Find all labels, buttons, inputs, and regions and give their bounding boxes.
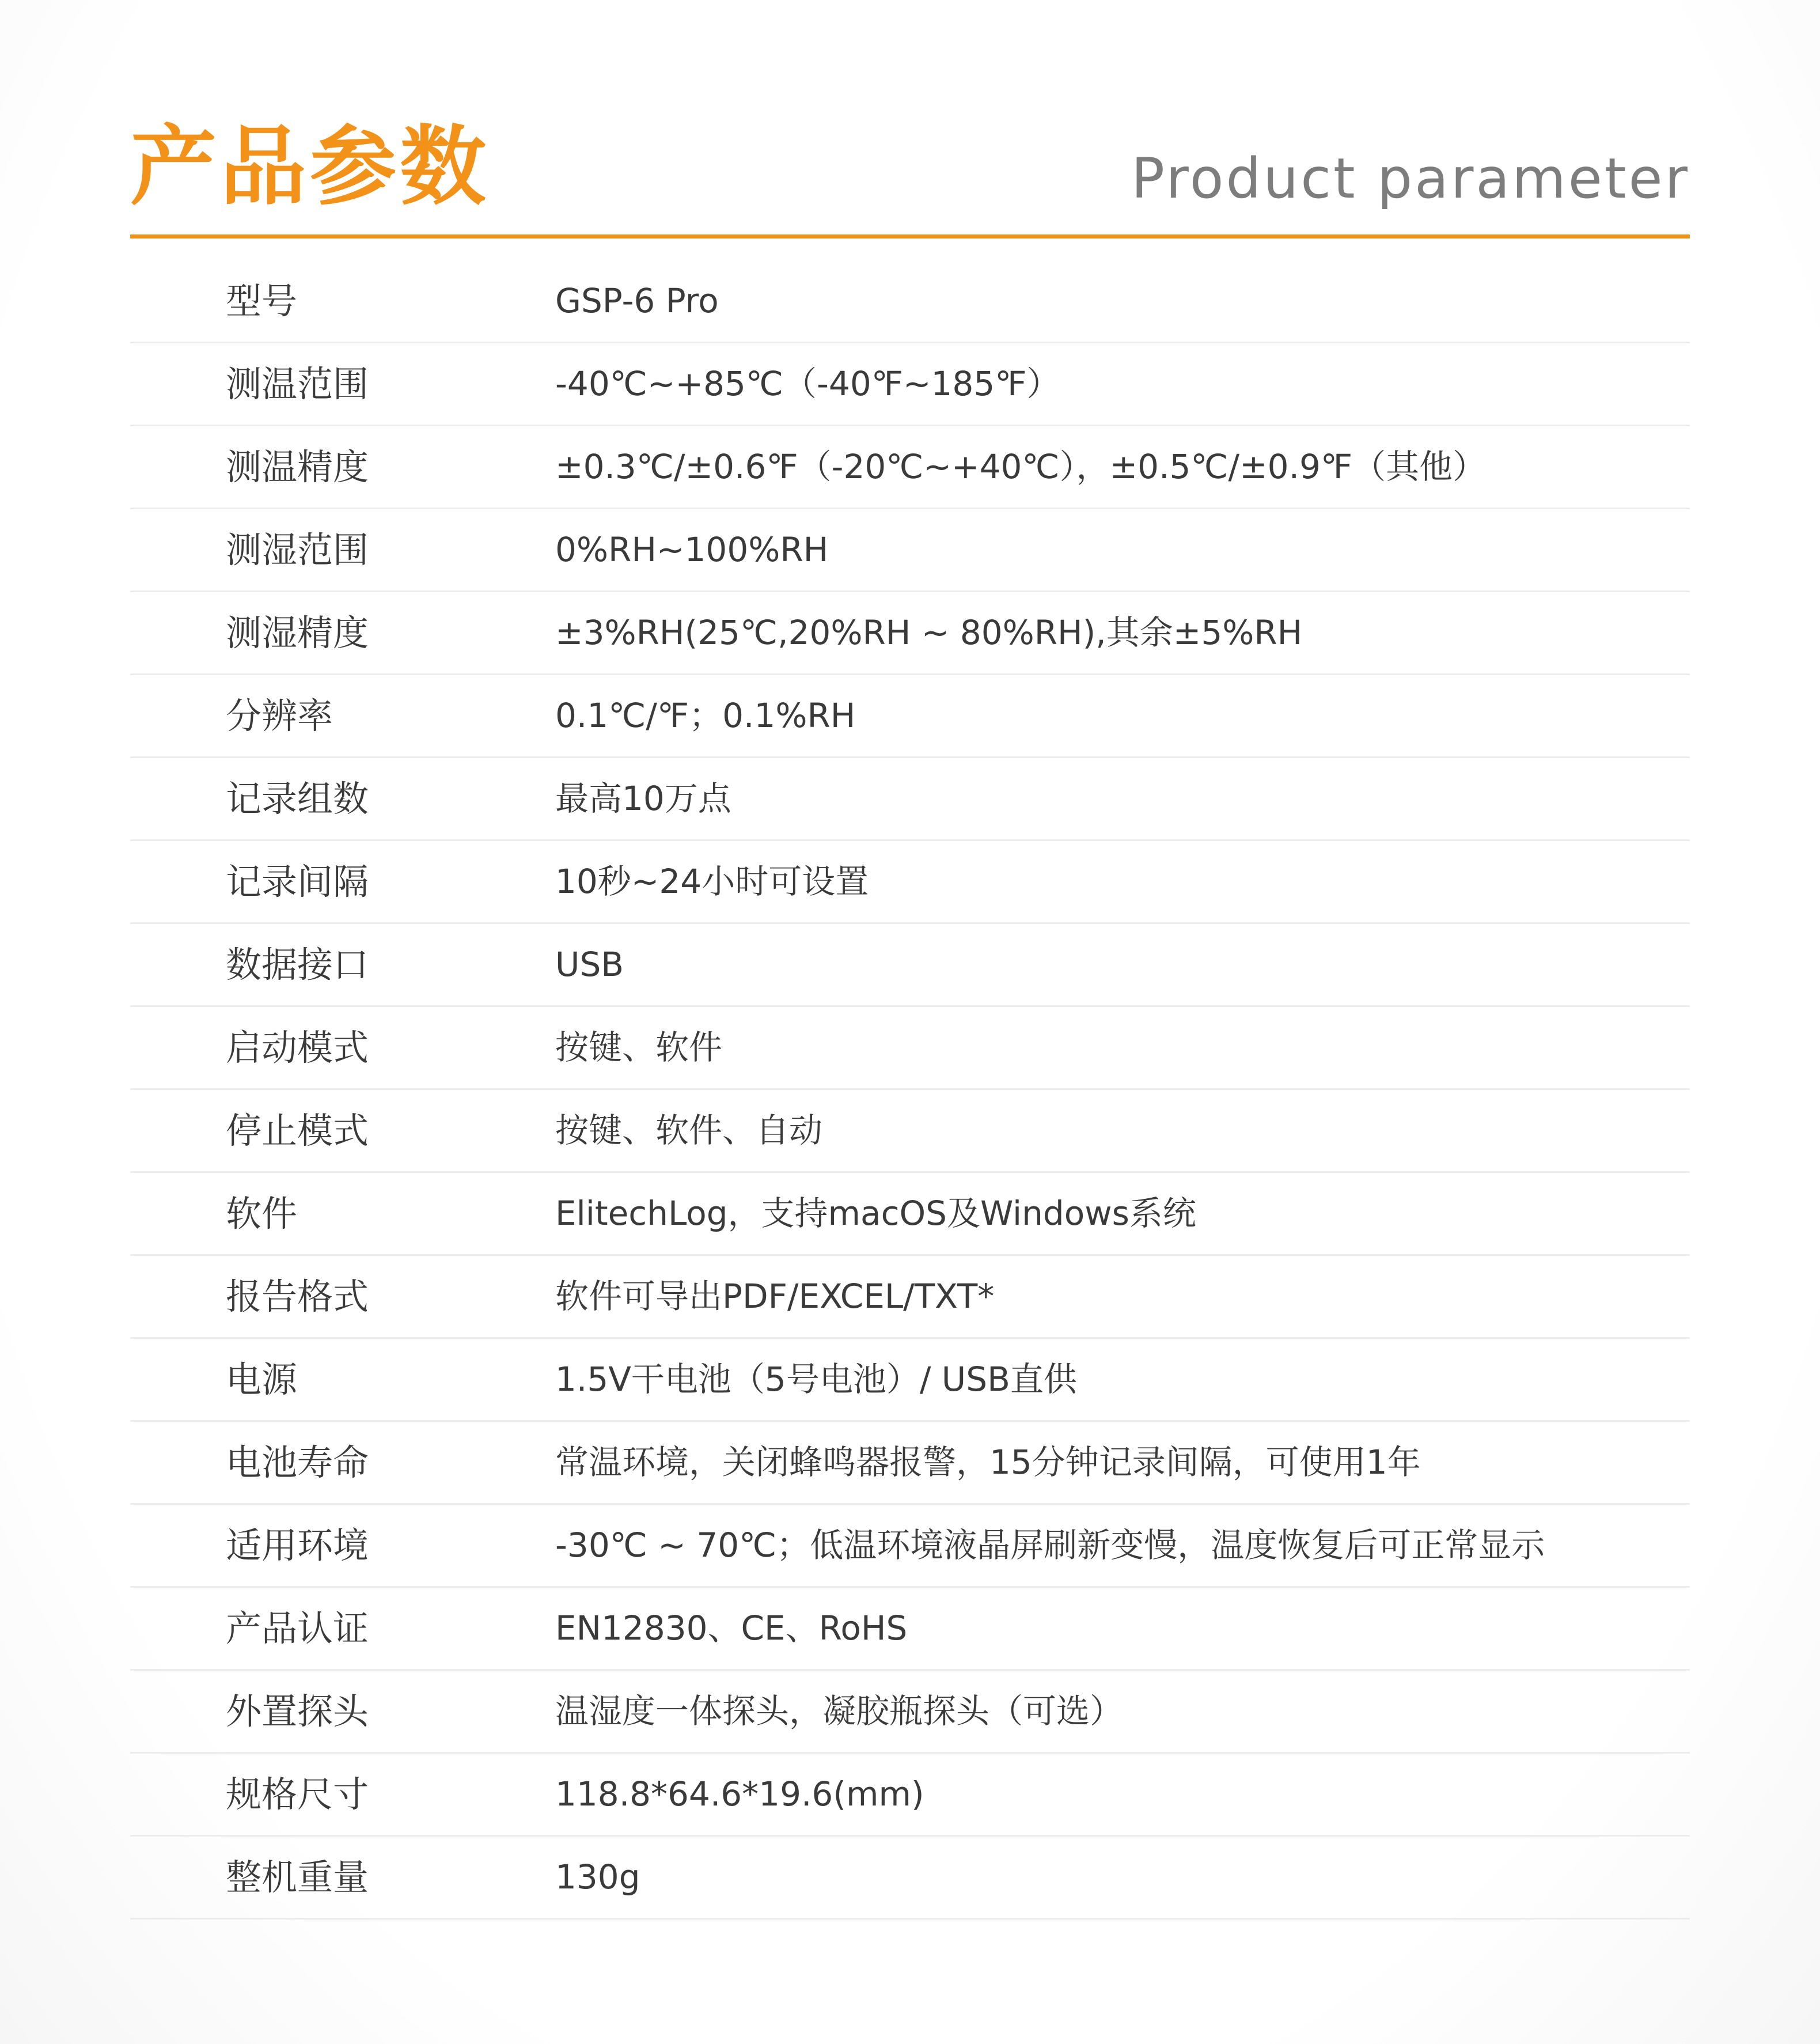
param-value: 温湿度一体探头，凝胶瓶探头（可选） [555, 1691, 1124, 1731]
table-row [130, 1754, 1690, 1837]
param-value: EN12830、CE、RoHS [555, 1608, 908, 1648]
table-row [130, 1173, 1690, 1256]
param-value: ±3%RH(25℃,20%RH ~ 80%RH),其余±5%RH [555, 613, 1303, 652]
table-row [130, 1837, 1690, 1920]
param-label: 产品认证 [226, 1607, 369, 1649]
param-label: 测湿精度 [226, 612, 369, 654]
table-row [130, 841, 1690, 924]
header [130, 104, 1690, 236]
param-value: 按键、软件 [555, 1028, 723, 1067]
table-row [130, 1256, 1690, 1339]
params-table [130, 260, 1690, 1920]
param-value: 最高10万点 [555, 779, 731, 818]
table-row [130, 1090, 1690, 1173]
table-row [130, 1505, 1690, 1588]
param-value: 常温环境，关闭蜂鸣器报警，15分钟记录间隔，可使用1年 [555, 1443, 1421, 1482]
param-value: USB [555, 945, 624, 984]
param-label: 停止模式 [226, 1110, 369, 1152]
param-value: -40℃~+85℃（-40℉~185℉） [555, 364, 1060, 403]
param-value: 118.8*64.6*19.6(mm) [555, 1774, 924, 1814]
param-label: 电池寿命 [226, 1441, 369, 1483]
param-value: 软件可导出PDF/EXCEL/TXT* [555, 1277, 995, 1316]
table-row [130, 924, 1690, 1007]
param-label: 启动模式 [226, 1027, 369, 1069]
table-row [130, 260, 1690, 343]
param-value: 1.5V干电池（5号电池）/ USB直供 [555, 1360, 1077, 1399]
page-title: 产品参数 [130, 117, 490, 217]
table-row [130, 1588, 1690, 1671]
param-label: 外置探头 [226, 1690, 369, 1732]
table-row [130, 1007, 1690, 1090]
table-row [130, 1339, 1690, 1422]
param-value: ElitechLog，支持macOS及Windows系统 [555, 1194, 1196, 1233]
param-label: 电源 [226, 1358, 298, 1400]
param-value: GSP-6 Pro [555, 281, 719, 320]
param-label: 数据接口 [226, 944, 369, 986]
table-row [130, 509, 1690, 592]
param-value: 130g [555, 1857, 640, 1897]
param-label: 记录间隔 [226, 861, 369, 903]
param-label: 分辨率 [226, 695, 333, 737]
param-label: 规格尺寸 [226, 1773, 369, 1815]
param-label: 报告格式 [226, 1275, 369, 1318]
param-label: 测温精度 [226, 446, 369, 488]
table-row [130, 675, 1690, 758]
param-label: 测温范围 [226, 363, 369, 405]
param-label: 适用环境 [226, 1524, 369, 1566]
table-row [130, 426, 1690, 509]
header-divider [130, 234, 1690, 239]
param-label: 测湿范围 [226, 529, 369, 571]
table-row [130, 1671, 1690, 1754]
param-value: ±0.3℃/±0.6℉（-20℃~+40℃），±0.5℃/±0.9℉（其他） [555, 447, 1487, 486]
param-value: 按键、软件、自动 [555, 1111, 823, 1150]
table-row [130, 343, 1690, 426]
table-row [130, 592, 1690, 675]
param-value: 10秒~24小时可设置 [555, 862, 869, 901]
page-subtitle: Product parameter [1131, 146, 1690, 211]
param-value: 0%RH~100%RH [555, 530, 829, 569]
param-value: 0.1℃/℉；0.1%RH [555, 696, 856, 735]
table-row [130, 758, 1690, 841]
param-value: -30℃ ~ 70℃；低温环境液晶屏刷新变慢，温度恢复后可正常显示 [555, 1526, 1545, 1565]
param-label: 型号 [226, 280, 298, 322]
table-row [130, 1422, 1690, 1505]
param-label: 软件 [226, 1193, 298, 1235]
param-label: 记录组数 [226, 778, 369, 820]
param-label: 整机重量 [226, 1856, 369, 1898]
